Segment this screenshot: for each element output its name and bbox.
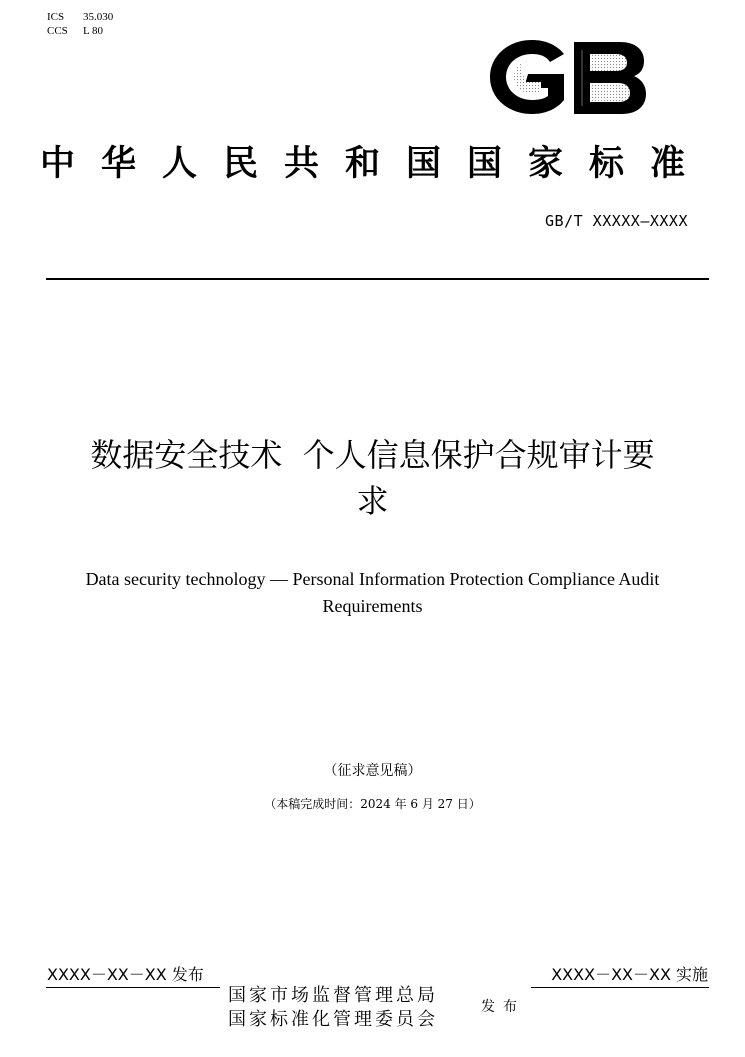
title-en-line-1: Data security technology — Personal Information Protection Compliance Audit: [85, 569, 660, 589]
title-zh-line-1: 数据安全技术 个人信息保护合规审计要: [90, 436, 655, 474]
ccs-label: CCS: [47, 25, 68, 37]
classification-codes: [47, 10, 113, 38]
completion-time: （本稿完成时间：2024 年 6 月 27 日）: [264, 797, 481, 811]
header-divider: [46, 278, 709, 280]
national-standard-title: 中华人民共和国国家标准: [40, 143, 712, 184]
title-zh-line-2: 求: [356, 482, 389, 520]
draft-status: （征求意见稿）: [323, 763, 422, 779]
title-en-line-2: Requirements: [322, 596, 423, 616]
issuer-line-2: 国家标准化管理委员会: [228, 1009, 438, 1030]
ccs-value: L 80: [83, 25, 104, 37]
ics-label: ICS: [47, 11, 65, 23]
gb-logo: [486, 36, 648, 118]
document-title-chinese: [48, 432, 697, 524]
document-number: GB/T XXXXX—XXXX: [545, 212, 688, 230]
ics-row: [47, 10, 113, 24]
issuer-line-1: 国家市场监督管理总局: [228, 985, 438, 1006]
implementation-date: XXXX－XX－XX 实施: [551, 965, 708, 984]
issue-date-underline: [46, 987, 220, 988]
gb-logo-graphic: [486, 36, 648, 118]
issue-date: XXXX－XX－XX 发布: [47, 965, 204, 984]
implementation-date-underline: [531, 987, 709, 988]
ics-value: 35.030: [83, 11, 114, 23]
document-title-english: [48, 566, 697, 620]
ccs-row: [47, 24, 113, 38]
issuing-authorities: [228, 984, 438, 1032]
publish-label: 发布: [481, 999, 525, 1015]
